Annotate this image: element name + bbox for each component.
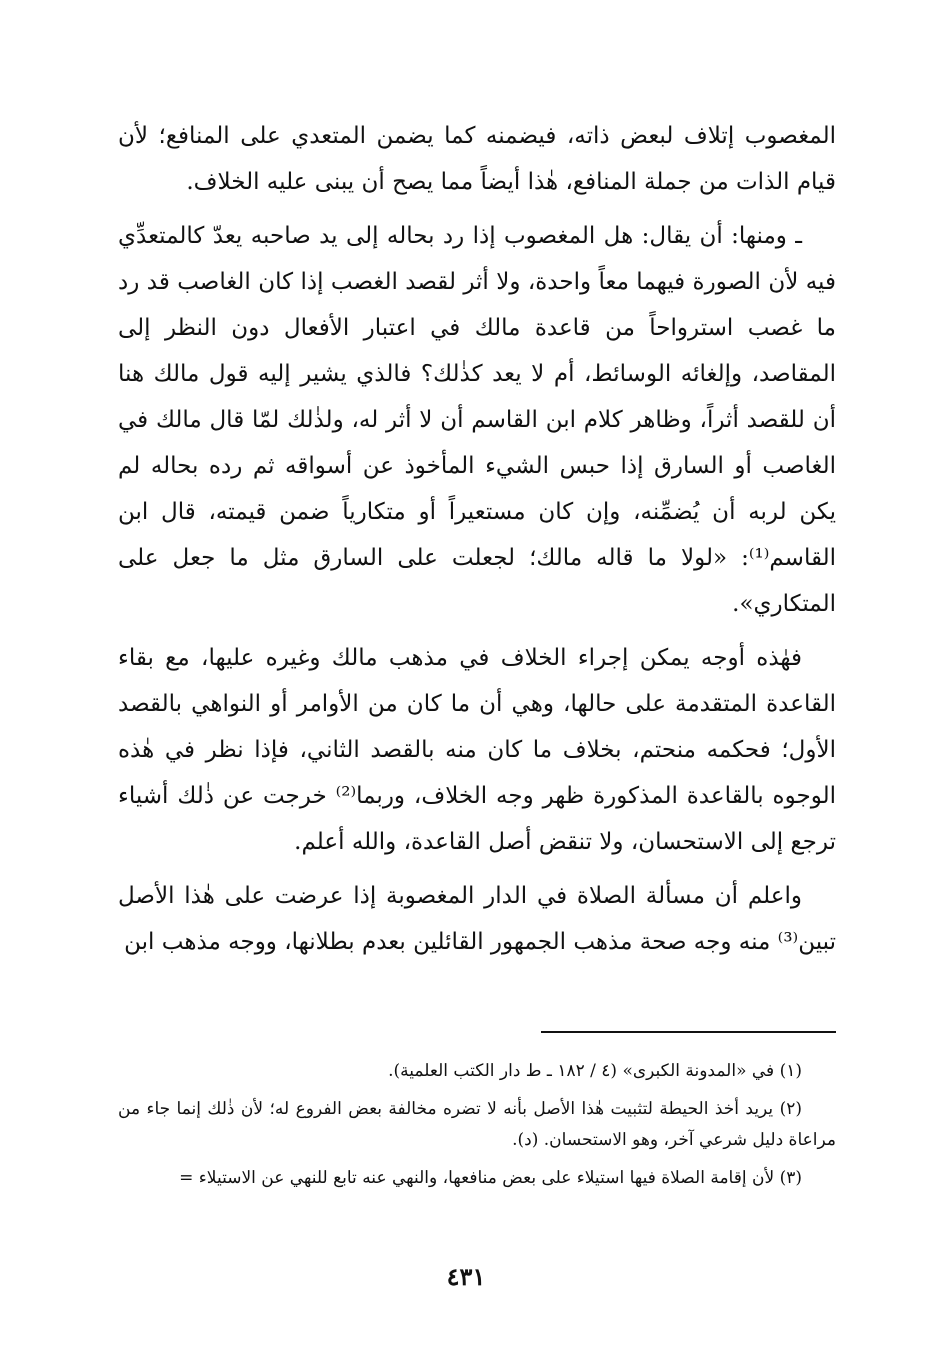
footnote-separator: [541, 1031, 836, 1033]
footnote-2: (٢) يريد أخذ الحيطة لتثبيت هٰذا الأصل بأنه لا تضره مخالفة بعض الفروع له؛ لأن ذٰلك إنما جاء من مراعاة دليل شرعي آخر، وهو الاستحسان. (د).: [118, 1099, 836, 1150]
footnote-1: (١) في «المدونة الكبرى» (٤ / ١٨٢ ـ ط دار الكتب العلمية).: [388, 1061, 802, 1081]
main-text: [118, 113, 836, 973]
paragraph-4: واعلم أن مسألة الصلاة في الدار المغصوبة إذا عرضت على هٰذا الأصل تبين⁽³⁾ منه وجه صحة مذهب الجمهور القائلين بعدم بطلانها، ووجه مذهب ابن: [118, 883, 836, 955]
footnotes: [118, 1056, 836, 1201]
paragraph-2: ـ ومنها: أن يقال: هل المغصوب إذا رد بحاله إلى يد صاحبه يعدّ كالمتعدِّي فيه لأن الصورة فيهما معاً واحدة، ولا أثر لقصد الغصب إذا كان الغاصب قد رد ما غصب استرواحاً من قاعدة مالك في اعتبار الأفعال دون النظر إلى المقاصد، وإلغائه الوسائط، أم لا يعد كذٰلك؟ فالذي يشير إليه قول مالك هنا أن للقصد أثراً، وظاهر كلام ابن القاسم أن لا أثر له، ولذٰلك لمّا قال مالك في الغاصب أو السارق إذا حبس الشيء المأخوذ عن أسواقه ثم رده بحاله لم يكن لربه أن يُضمِّنه، وإن كان مستعيراً أو متكارياً ضمن قيمته، قال ابن القاسم⁽¹⁾: «لولا ما قاله مالك؛ لجعلت على السارق مثل ما جعل على المتكاري».: [118, 223, 836, 617]
paragraph-1: المغصوب إتلاف لبعض ذاته، فيضمنه كما يضمن المتعدي على المنافع؛ لأن قيام الذات من جملة المنافع، هٰذا أيضاً مما يصح أن يبنى عليه الخلاف.: [118, 123, 836, 195]
page-number: ٤٣١: [446, 1262, 486, 1291]
footnote-3: (٣) لأن إقامة الصلاة فيها استيلاء على بعض منافعها، والنهي عنه تابع للنهي عن الاستيلاء =: [179, 1168, 802, 1188]
paragraph-3: فهٰذه أوجه يمكن إجراء الخلاف في مذهب مالك وغيره عليها، مع بقاء القاعدة المتقدمة على حالها، وهي أن ما كان من الأوامر أو النواهي بالقصد الأول؛ فحكمه منحتم، بخلاف ما كان منه بالقصد الثاني، فإذا نظر في هٰذه الوجوه بالقاعدة المذكورة ظهر وجه الخلاف، وربما⁽²⁾ خرجت عن ذٰلك أشياء ترجع إلى الاستحسان، ولا تنقض أصل القاعدة، والله أعلم.: [118, 645, 836, 855]
